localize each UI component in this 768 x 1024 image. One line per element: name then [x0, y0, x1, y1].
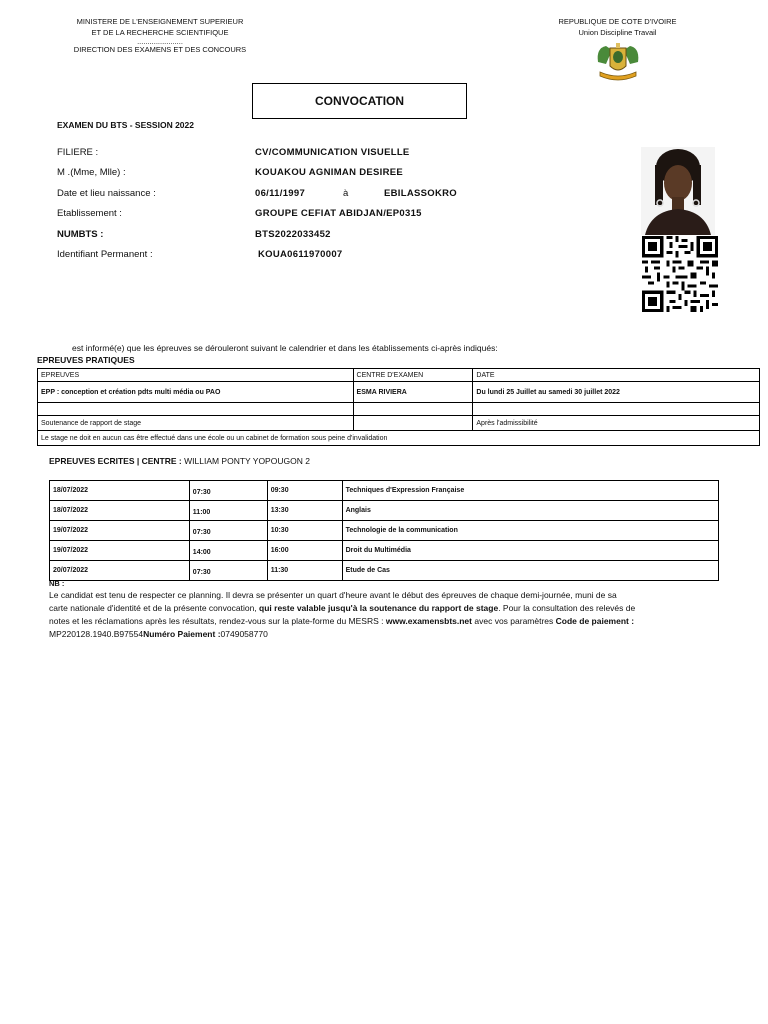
table-row	[38, 369, 760, 382]
note-line2-a: carte nationale d'identité et de la présente convocation,	[49, 603, 257, 613]
table-header-cell: DATE	[473, 369, 760, 382]
table-header-cell: CENTRE D'EXAMEN	[353, 369, 473, 382]
table-cell: Anglais	[342, 501, 718, 521]
written-exams-table	[49, 480, 719, 581]
centre-value: WILLIAM PONTY YOPOUGON 2	[184, 456, 310, 466]
table-cell: Technologie de la communication	[342, 521, 718, 541]
republic-name: REPUBLIQUE DE COTE D'IVOIRE	[558, 17, 677, 26]
ministry-header	[60, 17, 260, 56]
table-cell: 20/07/2022	[50, 561, 190, 581]
table-cell	[353, 416, 473, 431]
permanent-id-value: KOUA0611970007	[258, 249, 343, 260]
table-cell	[38, 403, 354, 416]
birth-label: Date et lieu naissance :	[57, 188, 156, 199]
note-line1: Le candidat est tenu de respecter ce planning. Il devra se présenter un quart d'heure avant le début des épreuves de chaque demi-journée, muni de sa	[49, 590, 617, 600]
republic-header	[540, 17, 695, 38]
note-line3	[49, 615, 689, 628]
ministry-separator: ......................	[137, 37, 183, 46]
table-row	[50, 481, 719, 501]
table-row	[38, 431, 760, 446]
centre-label: CENTRE :	[141, 456, 182, 466]
ministry-line2: ET DE LA RECHERCHE SCIENTIFIQUE	[91, 27, 229, 37]
table-row	[50, 521, 719, 541]
numbts-value: BTS2022033452	[255, 229, 331, 240]
table-cell: EPP : conception et création pdts multi média ou PAO	[38, 382, 354, 403]
table-cell: 19/07/2022	[50, 541, 190, 561]
table-cell: 19/07/2022	[50, 521, 190, 541]
qr-code	[641, 236, 719, 312]
note-line3-c: avec vos paramètres	[474, 616, 554, 626]
school-label: Etablissement :	[57, 208, 122, 219]
table-cell: 11:30	[267, 561, 342, 581]
birth-date-value: 06/11/1997	[255, 188, 306, 199]
table-cell: Droit du Multimédia	[342, 541, 718, 561]
table-cell: 09:30	[267, 481, 342, 501]
school-value: GROUPE CEFIAT ABIDJAN/EP0315	[255, 208, 422, 219]
intro-text: est informé(e) que les épreuves se dérouleront suivant le calendrier et dans les établissements ci-après indiqués:	[72, 343, 498, 353]
filiere-label: FILIERE :	[57, 147, 99, 158]
table-cell: Après l'admissibilité	[473, 416, 760, 431]
table-row	[38, 403, 760, 416]
practical-heading: EPREUVES PRATIQUES	[37, 355, 135, 365]
table-cell: Soutenance de rapport de stage	[38, 416, 354, 431]
payment-code-label: Code de paiement :	[555, 616, 635, 626]
note-line2-c: . Pour la consultation des relevés de	[498, 603, 636, 613]
table-cell	[353, 403, 473, 416]
coat-of-arms-icon	[592, 40, 644, 84]
table-cell: ESMA RIVIERA	[353, 382, 473, 403]
document-title: CONVOCATION	[252, 83, 467, 119]
internship-warning: Le stage ne doit en aucun cas être effectué dans une école ou un cabinet de formation sous peine d'invalidation	[38, 431, 760, 446]
permanent-id-label: Identifiant Permanent :	[57, 249, 153, 260]
payment-number-label: Numéro Paiement :	[143, 629, 221, 639]
table-cell: 10:30	[267, 521, 342, 541]
payment-code-value: MP220128.1940.B97554	[49, 629, 144, 639]
candidate-photo	[641, 147, 715, 235]
exam-session: EXAMEN DU BTS - SESSION 2022	[57, 120, 194, 130]
platform-link[interactable]: www.examensbts.net	[385, 616, 472, 626]
table-cell: 14:00	[189, 541, 267, 561]
note-line4	[49, 628, 689, 641]
ministry-line3: DIRECTION DES EXAMENS ET DES CONCOURS	[73, 45, 247, 54]
table-cell: 16:00	[267, 541, 342, 561]
table-cell: 07:30	[189, 561, 267, 581]
republic-motto: Union Discipline Travail	[578, 27, 657, 37]
table-cell: 07:30	[189, 521, 267, 541]
table-cell: Etude de Cas	[342, 561, 718, 581]
table-cell: Techniques d'Expression Française	[342, 481, 718, 501]
numbts-label: NUMBTS :	[57, 229, 104, 240]
table-cell: Du lundi 25 Juillet au samedi 30 juillet 2022	[473, 382, 760, 403]
table-header-cell: EPREUVES	[38, 369, 354, 382]
table-cell: 11:00	[189, 501, 267, 521]
table-cell: 07:30	[189, 481, 267, 501]
table-cell: 13:30	[267, 501, 342, 521]
table-cell: 18/07/2022	[50, 501, 190, 521]
written-heading-label: EPREUVES ECRITES |	[49, 456, 140, 466]
table-row	[38, 416, 760, 431]
note-line2	[49, 602, 689, 615]
note-block	[49, 579, 689, 641]
table-row	[38, 382, 760, 403]
filiere-value: CV/COMMUNICATION VISUELLE	[255, 147, 410, 158]
practical-table	[37, 368, 760, 446]
name-label: M .(Mme, Mlle) :	[57, 167, 126, 178]
note-label: NB :	[49, 579, 65, 588]
ministry-line1: MINISTERE DE L'ENSEIGNEMENT SUPERIEUR	[76, 17, 244, 26]
table-cell: 18/07/2022	[50, 481, 190, 501]
note-line3-a: notes et les réclamations après les résultats, rendez-vous sur la plate-forme du MESRS :	[49, 616, 384, 626]
name-value: KOUAKOU AGNIMAN DESIREE	[255, 167, 403, 178]
table-cell	[473, 403, 760, 416]
table-row	[50, 501, 719, 521]
birth-place-value: EBILASSOKRO	[384, 188, 457, 199]
written-heading	[49, 456, 310, 466]
table-row	[50, 541, 719, 561]
payment-number-value: 0749058770	[220, 629, 268, 639]
note-validity: qui reste valable jusqu'à la soutenance du rapport de stage	[259, 603, 499, 613]
birth-separator: à	[343, 188, 349, 199]
table-row	[50, 561, 719, 581]
